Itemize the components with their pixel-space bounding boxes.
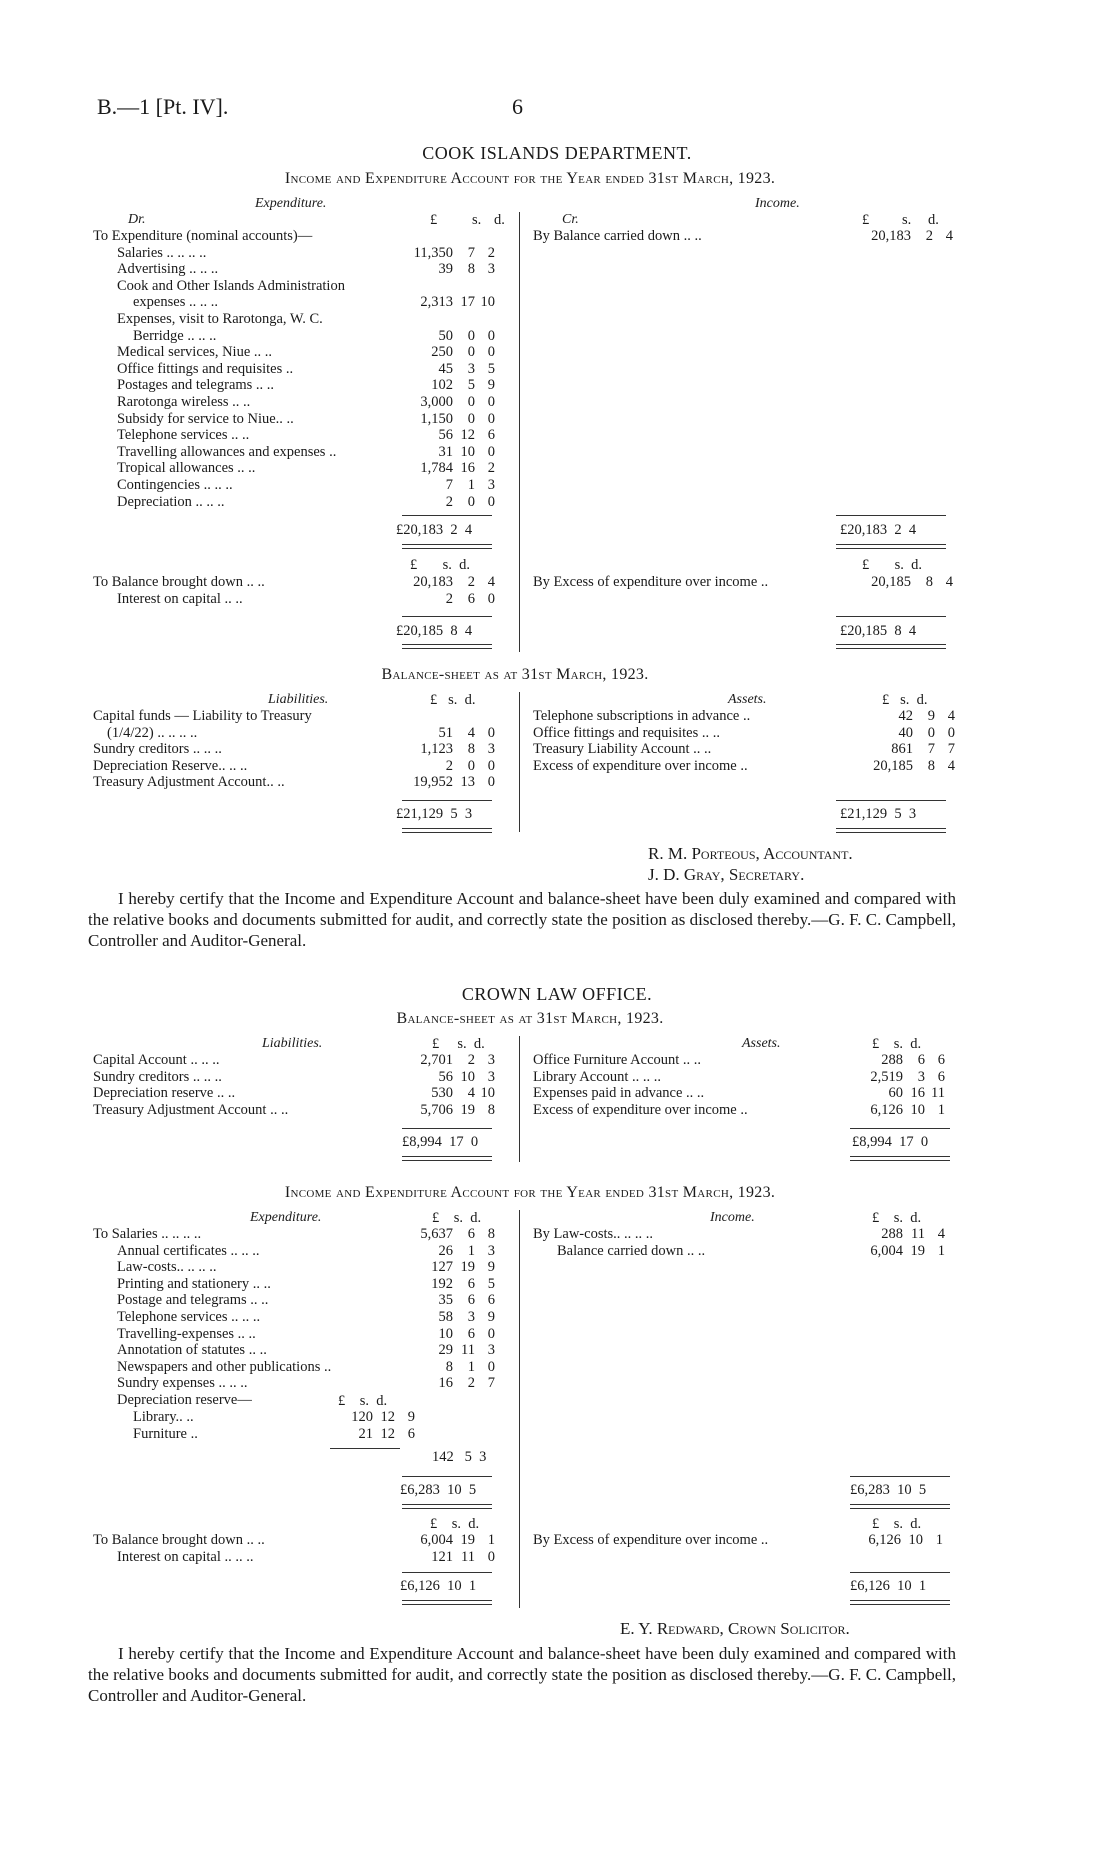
page-number: 6 [512, 94, 523, 119]
cook-assets-label: Assets. [728, 692, 767, 707]
table-row: Office fittings and requisites .. .. 40 0 0 [533, 724, 955, 741]
table-row: Travelling allowances and expenses .. 31 10 0 [117, 443, 495, 460]
crown-dep-col-headers: £ s. d. [338, 1393, 388, 1409]
cook-total2-left: £20,185 8 4 [396, 623, 473, 639]
cook-col-shillings-right: s. [902, 212, 912, 228]
table-row: Annual certificates .. .. .. 26 1 3 [117, 1242, 495, 1259]
cook-bs-total-right: £21,129 5 3 [840, 806, 917, 822]
crown-bs-total-left: £8,994 17 0 [402, 1134, 479, 1150]
cook-col-pounds-right: £ [862, 212, 870, 228]
cook-col2-headers: £ s. d. [410, 557, 471, 573]
cook-liabilities-table [93, 708, 495, 791]
table-row: Postage and telegrams .. .. 35 6 6 [117, 1292, 495, 1309]
table-row: Sundry creditors .. .. .. 1,123 8 3 [93, 741, 495, 758]
table-row: Travelling-expenses .. .. 10 6 0 [117, 1325, 495, 1342]
table-row: Contingencies .. .. .. 7 1 3 [117, 476, 495, 493]
table-row: Sundry creditors .. .. .. 56 10 3 [93, 1068, 495, 1085]
table-row: Expenses paid in advance .. .. 60 16 11 [533, 1085, 945, 1102]
crown-bs-col-headers: £ s. d. [432, 1036, 485, 1052]
table-row: Printing and stationery .. .. 192 6 5 [117, 1275, 495, 1292]
table-row: Postages and telegrams .. .. 102 5 9 [117, 377, 495, 394]
cook-title: COOK ISLANDS DEPARTMENT. [422, 143, 692, 163]
table-row: Newspapers and other publications .. 8 1 0 [117, 1358, 495, 1375]
cook-col-pounds: £ [430, 212, 438, 228]
crown-ie-col-headers: £ s. d. [432, 1210, 482, 1226]
table-row: Cook and Other Islands Administration [117, 277, 345, 294]
table-row: expenses .. .. .. 2,313 17 10 [133, 294, 495, 311]
crown-expenditure-table [93, 1226, 495, 1409]
cook-col2-headers-right: £ s. d. [862, 557, 923, 573]
table-row: To Expenditure (nominal accounts)— [93, 228, 313, 244]
table-row: By Excess of expenditure over income .. 20,185 8 4 [533, 574, 953, 590]
table-row: By Balance carried down .. .. 20,183 2 4 [533, 228, 953, 244]
table-row: Library Account .. .. .. 2,519 3 6 [533, 1068, 945, 1085]
crown-total2-left: £6,126 10 1 [400, 1578, 477, 1594]
cook-dr-label: Dr. [128, 212, 146, 227]
table-row: To Balance brought down .. .. 6,004 19 1 [93, 1532, 495, 1548]
table-row: Telephone services .. .. 56 12 6 [117, 427, 495, 444]
crown-bs-col-headers-right: £ s. d. [872, 1036, 922, 1052]
table-row: To Salaries .. .. .. .. 5,637 6 8 [93, 1226, 495, 1242]
cook-income-label: Income. [755, 196, 800, 211]
cook-assets-table [533, 708, 955, 774]
crown-dep-total: 142 5 3 [432, 1449, 487, 1465]
cook-col-pence: d. [494, 212, 505, 228]
crown-income-label: Income. [710, 1210, 755, 1225]
table-row: Medical services, Niue .. .. 250 0 0 [117, 344, 495, 361]
table-row: By Excess of expenditure over income .. 6,126 10 1 [533, 1532, 943, 1548]
crown-exp2-table [93, 1532, 495, 1565]
cook-exp2-table [93, 574, 495, 607]
crown-assets-label: Assets. [742, 1036, 781, 1051]
table-row: Treasury Adjustment Account.. .. 19,952 13 0 [93, 774, 495, 791]
table-row: Library.. .. 120 12 9 [133, 1409, 415, 1425]
table-row: Treasury Liability Account .. .. 861 7 7 [533, 741, 955, 758]
table-row: (1/4/22) .. .. .. .. 51 4 0 [107, 724, 495, 741]
crown-expenditure-label: Expenditure. [250, 1210, 322, 1225]
cook-inc2-table [533, 574, 953, 591]
crown-bs-total-right: £8,994 17 0 [852, 1134, 929, 1150]
crown-ie-col-headers-right: £ s. d. [872, 1210, 922, 1226]
table-row: Tropical allowances .. .. 1,784 16 2 [117, 460, 495, 477]
table-row: Sundry expenses .. .. .. 16 2 7 [117, 1375, 495, 1392]
table-row: Depreciation reserve .. .. 530 4 10 [93, 1085, 495, 1102]
table-row: Subsidy for service to Niue.. .. 1,150 0 0 [117, 410, 495, 427]
cook-total1-left: £20,183 2 4 [396, 522, 473, 538]
cook-expenditure-label: Expenditure. [255, 196, 327, 211]
table-row: Office fittings and requisites .. 45 3 5 [117, 360, 495, 377]
cook-cr-label: Cr. [562, 212, 579, 227]
table-row: Telephone services .. .. .. 58 3 9 [117, 1308, 495, 1325]
crown-ie-heading: Income and Expenditure Account for the Year ended 31st March, 1923. [284, 1184, 776, 1201]
cook-expenditure-table [93, 228, 495, 510]
crown-title: CROWN LAW OFFICE. [461, 984, 653, 1004]
crown-col2-headers-right: £ s. d. [872, 1516, 922, 1532]
crown-auditor-certificate: I hereby certify that the Income and Expenditure Account and balance-sheet have been duly examined and compared with the relative books and documents submitted for audit, and correctly state the position as disclosed thereby.—G. F. C. Campbell, Controller and Auditor-General. [88, 1644, 956, 1705]
crown-signature-solicitor: E. Y. Redward, Crown Solicitor. [620, 1619, 850, 1638]
crown-total2-right: £6,126 10 1 [850, 1578, 927, 1594]
cook-col-shillings: s. [472, 212, 482, 228]
table-row: Depreciation .. .. .. 2 0 0 [117, 493, 495, 510]
crown-bs-heading: Balance-sheet as at 31st March, 1923. [396, 1010, 664, 1027]
table-row: Rarotonga wireless .. .. 3,000 0 0 [117, 393, 495, 410]
table-row: Excess of expenditure over income .. 6,126 10 1 [533, 1101, 945, 1118]
table-row: Excess of expenditure over income .. 20,185 8 4 [533, 757, 955, 774]
table-row: Telephone subscriptions in advance .. 42 9 4 [533, 708, 955, 724]
table-row: Salaries .. .. .. .. 11,350 7 2 [117, 244, 495, 261]
cook-bs-col-headers: £ s. d. [430, 692, 476, 708]
table-row: Furniture .. 21 12 6 [133, 1425, 415, 1442]
cook-ie-heading: Income and Expenditure Account for the Year ended 31st March, 1923. [284, 170, 776, 187]
crown-depreciation-table [133, 1409, 415, 1442]
cook-bs-col-headers-right: £ s. d. [882, 692, 928, 708]
table-row: To Balance brought down .. .. 20,183 2 4 [93, 574, 495, 590]
table-row: Capital Account .. .. .. 2,701 2 3 [93, 1052, 495, 1068]
table-row: Expenses, visit to Rarotonga, W. C. [117, 310, 323, 327]
table-row: Depreciation reserve— [117, 1391, 252, 1408]
table-row: Law-costs.. .. .. .. 127 19 9 [117, 1259, 495, 1276]
crown-liabilities-label: Liabilities. [262, 1036, 323, 1051]
crown-total1-left: £6,283 10 5 [400, 1482, 477, 1498]
table-row: Berridge .. .. .. 50 0 0 [133, 327, 495, 344]
table-row: Office Furniture Account .. .. 288 6 6 [533, 1052, 945, 1068]
report-reference: B.—1 [Pt. IV]. [97, 94, 229, 119]
table-row: Depreciation Reserve.. .. .. 2 0 0 [93, 757, 495, 774]
crown-total1-right: £6,283 10 5 [850, 1482, 927, 1498]
crown-assets-table [533, 1052, 945, 1118]
table-row: Capital funds — Liability to Treasury [93, 708, 312, 724]
cook-auditor-certificate: I hereby certify that the Income and Expenditure Account and balance-sheet have been duly examined and compared with the relative books and documents submitted for audit, and correctly state the position as disclosed thereby.—G. F. C. Campbell, Controller and Auditor-General. [88, 889, 956, 950]
cook-bs-heading: Balance-sheet as at 31st March, 1923. [381, 666, 649, 683]
crown-inc2-table [533, 1532, 943, 1549]
crown-income-table [533, 1226, 945, 1259]
table-row: Treasury Adjustment Account .. .. 5,706 19 8 [93, 1101, 495, 1118]
table-row: Advertising .. .. .. 39 8 3 [117, 261, 495, 278]
cook-liabilities-label: Liabilities. [268, 692, 329, 707]
crown-liabilities-table [93, 1052, 495, 1118]
table-row: Interest on capital .. .. 2 6 0 [117, 590, 495, 607]
cook-col-pence-right: d. [928, 212, 939, 228]
crown-col2-headers: £ s. d. [430, 1516, 480, 1532]
cook-total2-right: £20,185 8 4 [840, 623, 917, 639]
cook-total1-right: £20,183 2 4 [840, 522, 917, 538]
table-row: Balance carried down .. .. 6,004 19 1 [557, 1242, 945, 1259]
cook-signature-accountant: R. M. Porteous, Accountant. [648, 844, 853, 863]
cook-bs-total-left: £21,129 5 3 [396, 806, 473, 822]
table-row: Annotation of statutes .. .. 29 11 3 [117, 1342, 495, 1359]
cook-signature-secretary: J. D. Gray, Secretary. [648, 865, 805, 884]
table-row: Interest on capital .. .. .. 121 11 0 [117, 1548, 495, 1565]
cook-income-table [533, 228, 953, 245]
table-row: By Law-costs.. .. .. .. 288 11 4 [533, 1226, 945, 1242]
